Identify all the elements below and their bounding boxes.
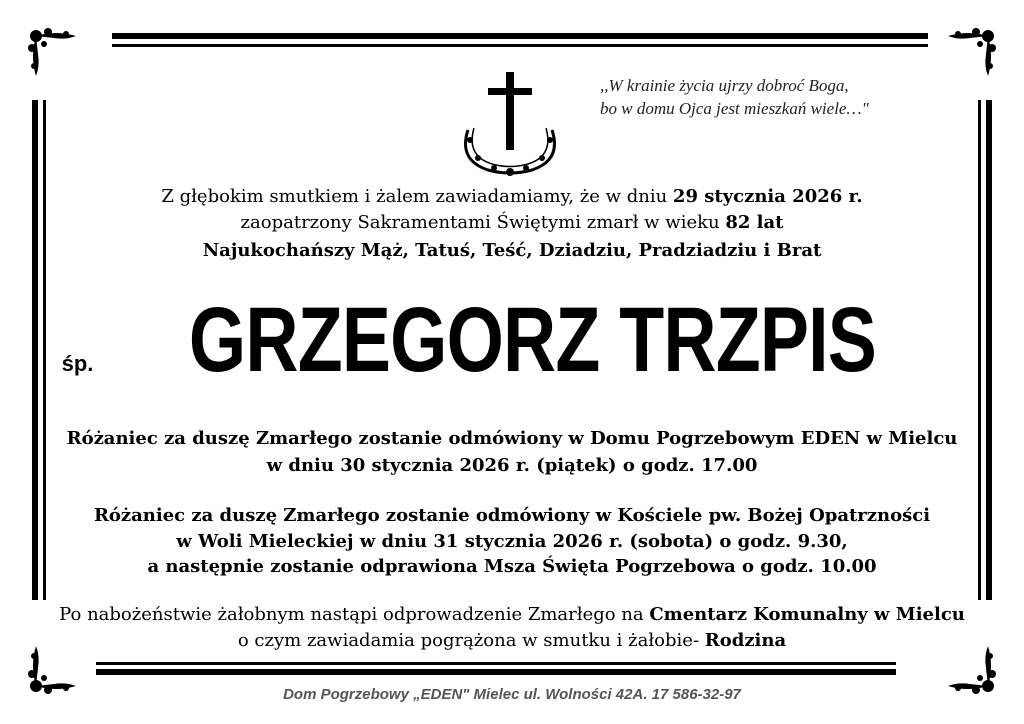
closing-text: o czym zawiadamia pogrążona w smutku i żałobie- xyxy=(237,630,705,651)
rosary2-line-3: a następnie zostanie odprawiona Msza Święta Pogrzebowa o godz. 10.00 xyxy=(147,556,877,577)
frame-top-thin xyxy=(112,44,928,47)
frame-bottom-thick xyxy=(96,669,896,675)
cemetery: Cmentarz Komunalny w Mielcu xyxy=(649,604,965,625)
quote-line-2: bo w domu Ojca jest mieszkań wiele…" xyxy=(600,99,869,118)
rosary1-line-1: Różaniec za duszę Zmarłego zostanie odmówiony w Domu Pogrzebowym EDEN w Mielcu xyxy=(66,428,958,449)
rosary2-line-1: Różaniec za duszę Zmarłego zostanie odmówiony w Kościele pw. Bożej Opatrzności xyxy=(93,505,931,526)
age: 82 lat xyxy=(725,212,784,233)
frame-top-thick xyxy=(112,33,928,39)
footer-contact: Dom Pogrzebowy „EDEN" Mielec ul. Wolności 42A. 17 586-32-97 xyxy=(283,686,741,703)
quote-line-1: ,,W krainie życia ujrzy dobroć Boga, xyxy=(600,76,849,95)
closing-line-2 xyxy=(0,630,1024,651)
rosary2-line-2: w Woli Mieleckiej w dniu 31 stycznia 2026 r. (sobota) o godz. 9.30, xyxy=(176,531,848,552)
quote xyxy=(600,74,960,120)
relations-line: Najukochańszy Mąż, Tatuś, Teść, Dziadziu, Pradziadziu i Brat xyxy=(202,240,822,261)
announcement-line-1 xyxy=(0,186,1024,207)
announcement-line-2 xyxy=(0,212,1024,233)
closing-line-1 xyxy=(0,604,1024,625)
floral-corner-icon xyxy=(26,26,88,88)
rosary1-line-2: w dniu 30 stycznia 2026 r. (piątek) o godz. 17.00 xyxy=(266,455,758,476)
deceased-prefix: śp. xyxy=(61,351,94,376)
cross-icon xyxy=(448,70,572,180)
frame-bottom-thin xyxy=(96,662,896,665)
family: Rodzina xyxy=(704,630,787,651)
deceased-name: GRZEGORZ TRZPIS xyxy=(189,289,877,391)
death-date: 29 stycznia 2026 r. xyxy=(672,186,863,207)
closing-text: Po nabożeństwie żałobnym nastąpi odprowadzenie Zmarłego na xyxy=(59,604,650,625)
deceased-row xyxy=(0,290,1024,390)
announcement-text: Z głębokim smutkiem i żalem zawiadamiamy, że w dniu xyxy=(161,186,673,207)
announcement-text: zaopatrzony Sakramentami Świętymi zmarł w wieku xyxy=(240,212,726,233)
